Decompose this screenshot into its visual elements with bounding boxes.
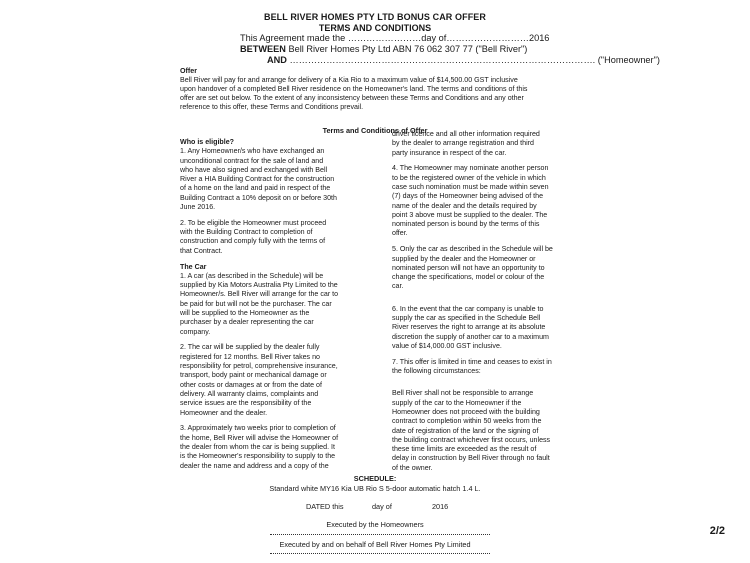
executed-bell-river: Executed by and on behalf of Bell River Homes Pty Limited: [279, 540, 471, 549]
text-line: delay in construction by Bell River through no fault: [392, 454, 550, 463]
text-line: of the owner.: [392, 463, 433, 472]
day-label: day of: [372, 502, 392, 511]
text-line: these time limits are exceeded as the result of: [392, 445, 537, 454]
text-line: purchaser by a dealer representing the car: [180, 318, 314, 327]
between-text: Bell River Homes Pty Ltd ABN 76 062 307 77 ("Bell River"): [285, 44, 528, 54]
text-line: June 2016.: [180, 203, 216, 212]
text-line: (7) days of the Homeowner being advised of the: [392, 192, 544, 201]
text-line: date of registration of the land or the signing of: [392, 426, 539, 435]
text-line: construction and comply fully with the terms of: [180, 237, 326, 246]
text-line: supplied by Kia Motors Australia Pty Limited to the: [180, 281, 338, 290]
text-line: Homeowner and the dealer.: [180, 408, 268, 417]
text-line: the home, Bell River will advise the Homeowner of: [180, 433, 339, 442]
and-text: ………………………………………………………………………………………. ("Homeowner"): [286, 55, 660, 65]
page-number: 2/2: [709, 525, 725, 537]
agreement-date-line: This Agreement made the ……………………day of………………………2016: [240, 33, 550, 43]
text-line: change the specifications, model or colour of the: [392, 273, 545, 282]
text-line: delivery. All warranty claims, complaints and: [180, 389, 319, 398]
text-line: supplied by the dealer and the Homeowner or: [392, 254, 536, 263]
between-label: BETWEEN: [240, 44, 286, 54]
text-line: transport, body paint or mechanical damage or: [180, 371, 327, 380]
text-line: dealer the name and address and a copy of the: [180, 461, 329, 470]
text-line: 4. The Homeowner may nominate another person: [392, 164, 549, 173]
and-label: AND: [267, 55, 287, 65]
bell-river-signature-line: [270, 553, 490, 554]
text-line: with the Building Contract to completion of: [180, 228, 313, 237]
document-subtitle: TERMS AND CONDITIONS: [318, 23, 432, 33]
text-line: Homeowner does not proceed with the building: [392, 407, 540, 416]
text-line: point 3 above must be supplied to the dealer. The: [392, 210, 548, 219]
offer-heading: Offer: [180, 67, 197, 75]
text-line: car.: [392, 282, 404, 291]
section-heading: Who is eligible?: [180, 138, 234, 146]
text-line: 2. To be eligible the Homeowner must proceed: [180, 218, 327, 227]
text-line: 1. A car (as described in the Schedule) will be: [180, 271, 324, 280]
document-title: BELL RIVER HOMES PTY LTD BONUS CAR OFFER: [263, 12, 486, 22]
text-line: registered for 12 months. Bell River takes no: [180, 352, 320, 361]
text-line: River reserves the right to arrange at its absolute: [392, 323, 546, 332]
text-line: discretion the supply of another car to a maximum: [392, 332, 549, 341]
text-line: supply the car as specified in the Schedule Bell: [392, 314, 541, 323]
text-line: be paid for but will not be the purchaser. The car: [180, 299, 332, 308]
text-line: Building Contract a 10% deposit on or before 30th: [180, 193, 337, 202]
text-line: name of the dealer and the details required by: [392, 201, 537, 210]
text-line: who have also signed and exchanged with Bell: [180, 165, 328, 174]
text-line: service issues are the responsibility of the: [180, 399, 312, 408]
dated-year: 2016: [432, 502, 449, 511]
text-line: unconditional contract for the sale of land and: [180, 156, 324, 165]
text-line: the building contract whichever first occurs, unless: [392, 435, 551, 444]
text-line: Homeowner/s. Bell River will arrange for the car to: [180, 290, 339, 299]
offer-line: reference to this offer, these Terms and Conditions prevail.: [180, 103, 364, 112]
text-line: driver licence and all other information required: [392, 130, 540, 138]
text-line: offer.: [392, 229, 408, 238]
text-line: to be the registered owner of the vehicle in which: [392, 173, 546, 182]
text-line: 5. Only the car as described in the Schedule will be: [392, 245, 553, 254]
right-column: [392, 130, 597, 473]
offer-line: Bell River will pay for and arrange for delivery of a Kia Rio to a maximum value of $14,500.00 GST inclusive: [180, 76, 518, 85]
executed-homeowners: Executed by the Homeowners: [326, 520, 424, 529]
text-line: other costs or damages at or from the date of: [180, 380, 322, 389]
text-line: party insurance in respect of the car.: [392, 148, 507, 157]
agreement-and-line: [267, 55, 660, 65]
agreement-between-line: [240, 44, 527, 54]
text-line: 3. Approximately two weeks prior to completion of: [180, 424, 336, 433]
text-line: 6. In the event that the car company is unable to: [392, 304, 544, 313]
text-line: by the dealer to arrange registration and third: [392, 139, 534, 148]
text-line: company.: [180, 327, 211, 336]
offer-section: [180, 67, 600, 112]
text-line: responsibility for petrol, comprehensive insurance,: [180, 362, 338, 371]
offer-line: offer are set out below. To the extent of any inconsistency between these Terms and Conditions and any other: [180, 94, 524, 103]
offer-body: [180, 76, 600, 112]
text-line: that Contract.: [180, 246, 223, 255]
text-line: 7. This offer is limited in time and ceases to exist in: [392, 357, 552, 366]
text-line: will be supplied to the Homeowner as the: [180, 309, 310, 318]
text-line: nominated person is bound by the terms of this: [392, 220, 540, 229]
text-line: 2. The car will be supplied by the dealer fully: [180, 343, 320, 352]
offer-line: upon handover of a completed Bell River residence on the Homeowner's land. The terms and conditions of this: [180, 85, 528, 94]
section-heading: The Car: [180, 262, 207, 271]
text-line: contract to completion within 50 weeks from the: [392, 417, 542, 426]
text-line: value of $14,000.00 GST inclusive.: [392, 341, 502, 350]
text-line: nominated person will not have an opportunity to: [392, 263, 545, 272]
dated-label: DATED this: [306, 502, 344, 511]
text-line: the dealer from whom the car is being supplied. It: [180, 442, 335, 451]
schedule-heading: SCHEDULE:: [353, 474, 397, 483]
homeowner-signature-line: [270, 534, 490, 535]
text-line: is the Homeowner's responsibility to supply to the: [180, 452, 336, 461]
schedule-vehicle: Standard white MY16 Kia UB Rio S 5-door automatic hatch 1.4 L.: [269, 484, 481, 493]
text-line: case such nomination must be made within seven: [392, 182, 549, 191]
terms-heading: Terms and Conditions of Offer: [322, 126, 428, 135]
text-line: of a home on the land and paid in respect of the: [180, 184, 331, 193]
left-column: [180, 138, 380, 471]
text-line: 1. Any Homeowner/s who have exchanged an: [180, 147, 325, 156]
text-line: Bell River shall not be responsible to arrange: [392, 389, 534, 398]
text-line: River a HIA Building Contract for the construction: [180, 175, 335, 184]
text-line: supply of the car to the Homeowner if the: [392, 398, 522, 407]
text-line: the following circumstances:: [392, 367, 481, 376]
